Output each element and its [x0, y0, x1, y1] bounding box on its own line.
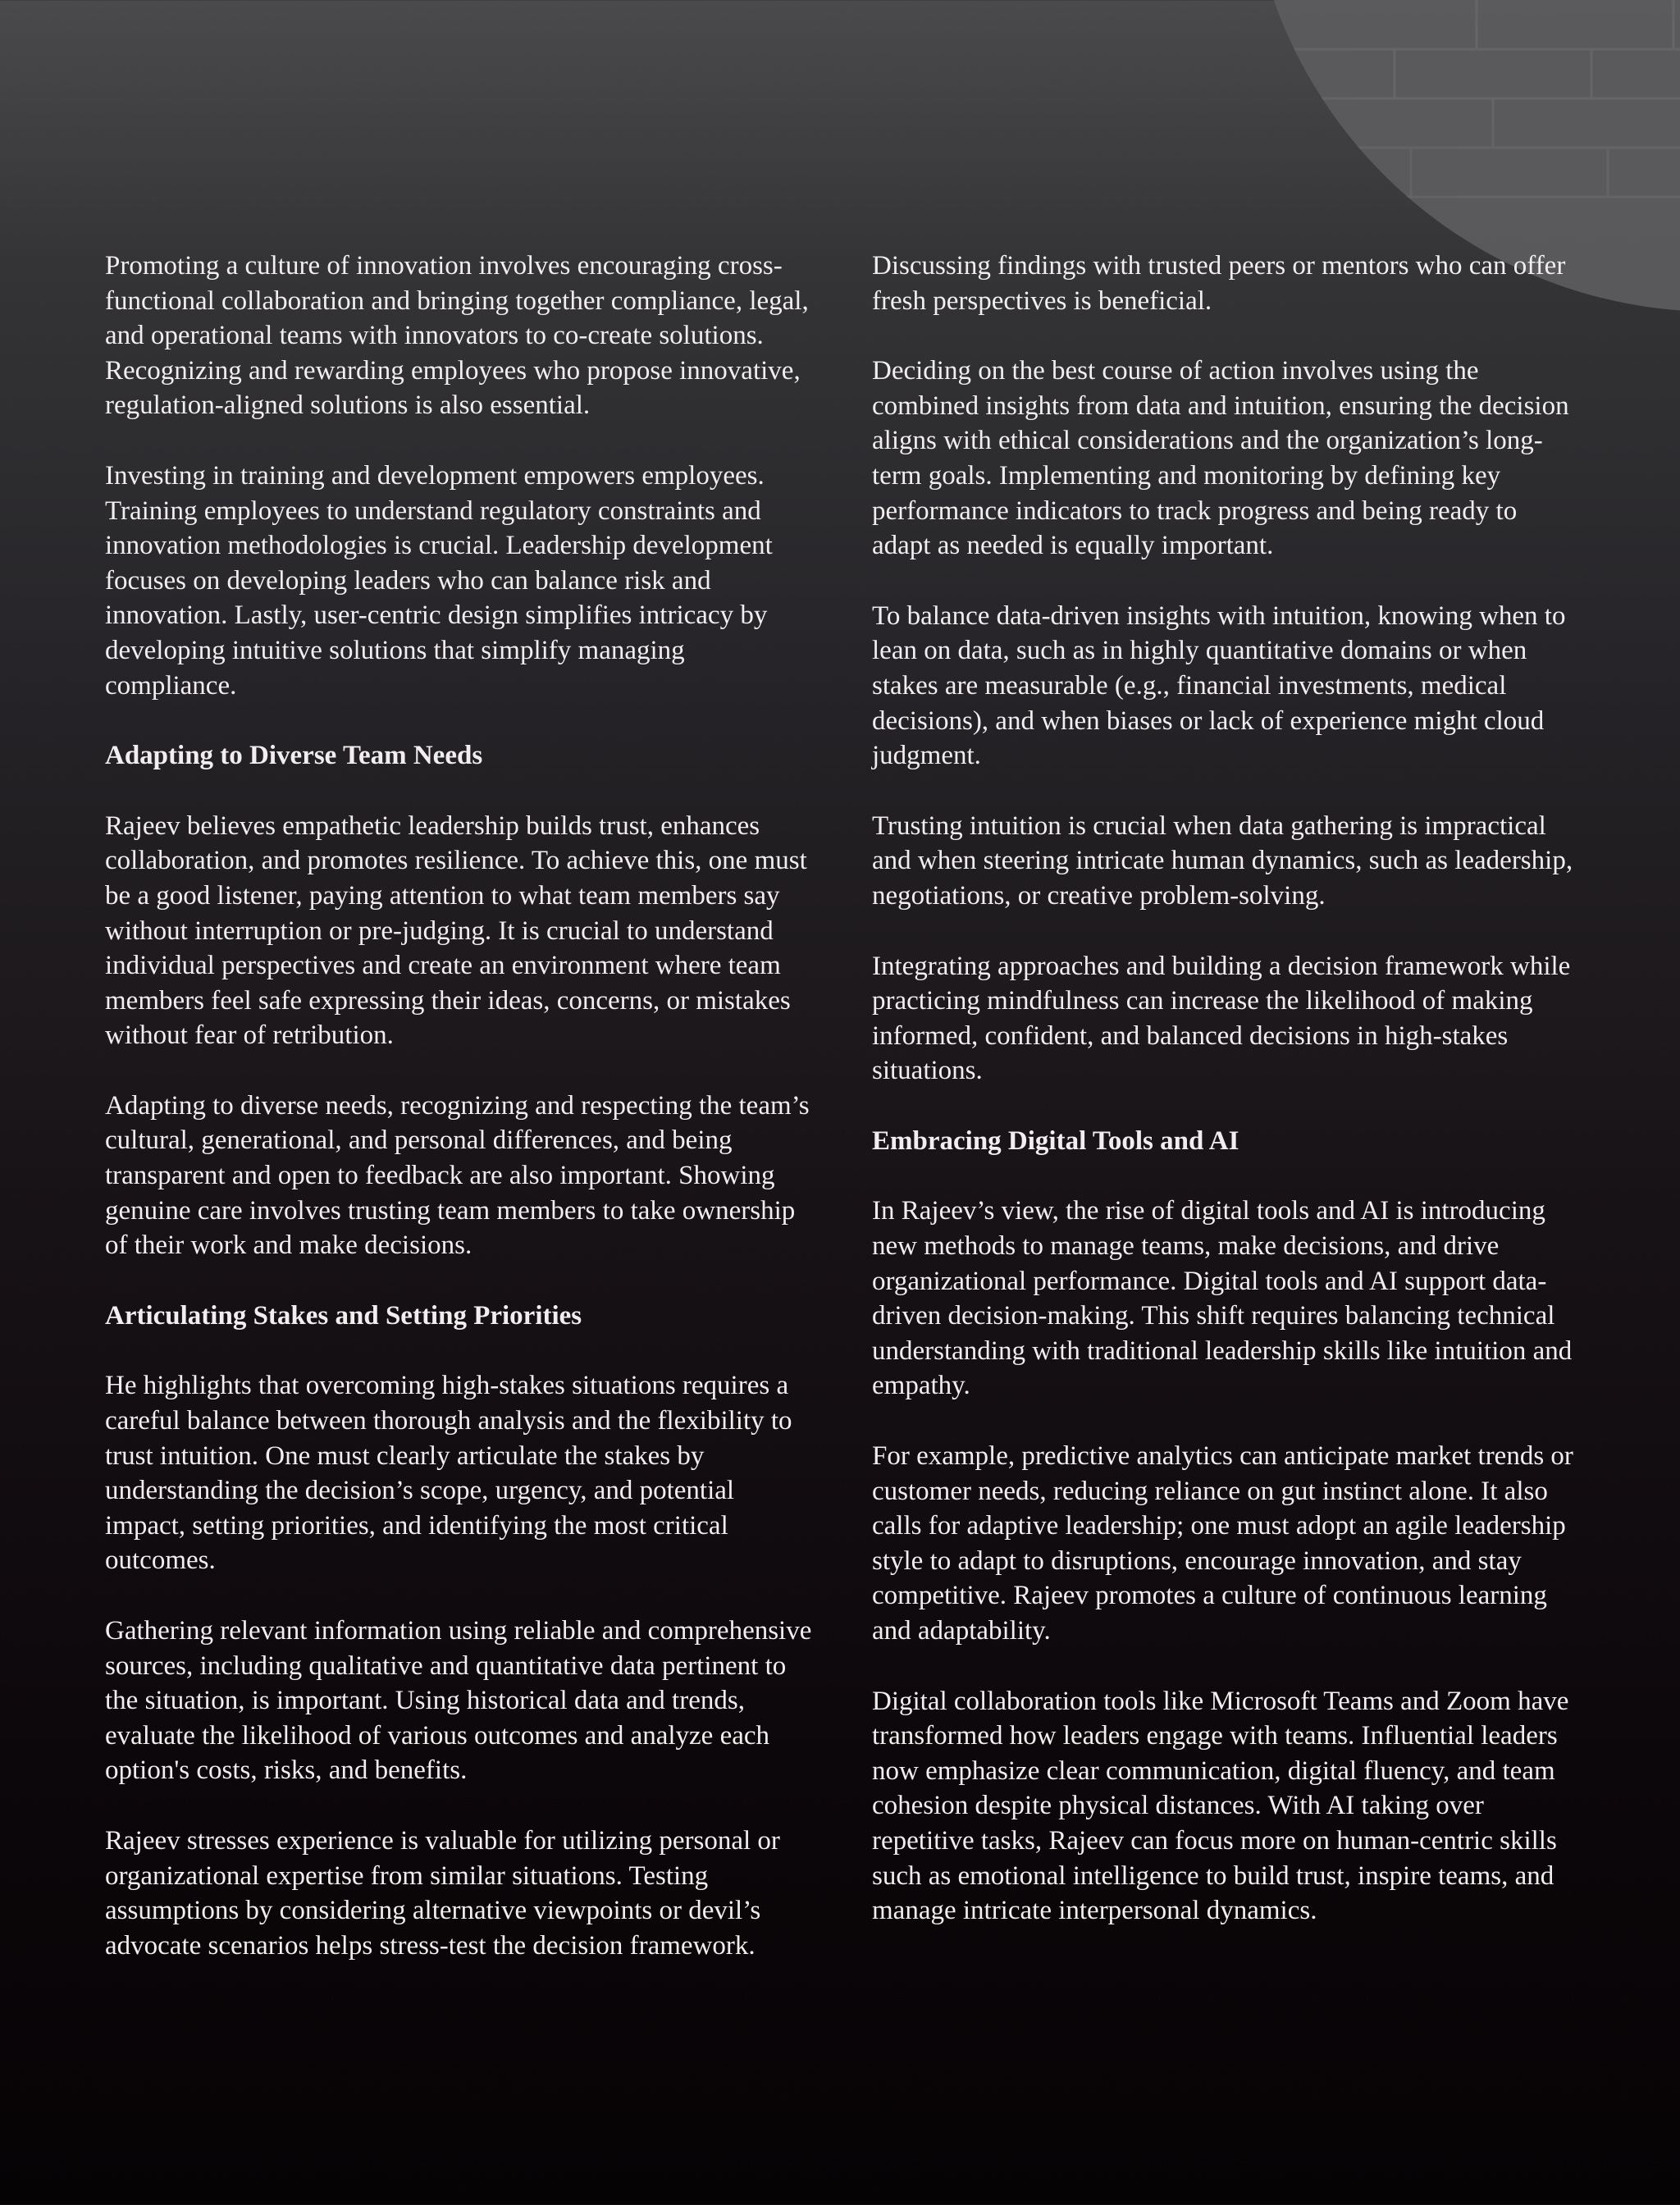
heading-diverse-team-needs: Adapting to Diverse Team Needs: [105, 741, 483, 771]
paragraph-digital-collaboration: Digital collaboration tools like Microsoft Teams and Zoom have transformed how leaders engage with teams. Influential leaders now emphasize clear communication, digital fluency, and team cohesion despite physical distances. With AI taking over repetitive tasks, Rajeev can focus more on human-centric skills such as emotional intelligence to build trust, inspire teams, and manage intricate interpersonal dynamics.: [872, 1686, 1569, 1926]
heading-digital-tools-ai: Embracing Digital Tools and AI: [872, 1125, 1239, 1156]
paragraph-adapting-diverse-needs: Adapting to diverse needs, recognizing and respecting the team’s cultural, generational, and personal differences, and being transparent and open to feedback are also important. Showing genuine care involves trusting team members to take ownership of their work and make decisions.: [105, 1090, 810, 1261]
paragraph-predictive-analytics: For example, predictive analytics can anticipate market trends or customer needs, reducing reliance on gut instinct alone. It also calls for adaptive leadership; one must adopt an agile leadership style to adapt to disruptions, encourage innovation, and stay competitive. Rajeev promotes a culture of continuous learning and adaptability.: [872, 1441, 1573, 1646]
paragraph-trusting-intuition: Trusting intuition is crucial when data gathering is impractical and when steering intricate human dynamics, such as leadership, negotiations, or creative problem-solving.: [872, 810, 1573, 911]
paragraph-innovation-culture: Promoting a culture of innovation involves encouraging cross-functional collaboration and bringing together compliance, legal, and operational teams with innovators to co-create solutions. Recognizing and rewarding employees who propose innovative, regulation-aligned solutions is also essential.: [105, 251, 809, 421]
left-column: [105, 249, 815, 1998]
paragraph-high-stakes: He highlights that overcoming high-stakes situations requires a careful balance between thorough analysis and the flexibility to trust intuition. One must clearly articulate the stakes by understanding the decision’s scope, urgency, and potential impact, setting priorities, and identifying the most critical outcomes.: [105, 1371, 792, 1576]
paragraph-balance-data-intuition: To balance data-driven insights with intuition, knowing when to lean on data, such as in highly quantitative domains or when stakes are measurable (e.g., financial investments, medical decisions), and when biases or lack of experience might cloud judgment.: [872, 600, 1566, 771]
right-column: [872, 249, 1577, 1964]
paragraph-discussing-findings: Discussing findings with trusted peers or mentors who can offer fresh perspectives is beneficial.: [872, 251, 1566, 316]
paragraph-training-development: Investing in training and development empowers employees. Training employees to understand regulatory constraints and innovation methodologies is crucial. Leadership development focuses on developing leaders who can balance risk and innovation. Lastly, user-centric design simplifies intricacy by developing intuitive solutions that simplify managing compliance.: [105, 460, 773, 701]
paragraph-experience-testing: Rajeev stresses experience is valuable for utilizing personal or organizational expertise from similar situations. Testing assumptions by considering alternative viewpoints or devil’s advocate scenarios helps stress-test the decision framework.: [105, 1825, 780, 1961]
heading-stakes-priorities: Articulating Stakes and Setting Priorities: [105, 1300, 582, 1331]
paragraph-best-course-of-action: Deciding on the best course of action involves using the combined insights from data and intuition, ensuring the decision aligns with ethical considerations and the organization’s long-term goals. Implementing and monitoring by defining key performance indicators to track progress and being ready to adapt as needed is equally important.: [872, 356, 1569, 561]
paragraph-rise-of-digital-tools: In Rajeev’s view, the rise of digital tools and AI is introducing new methods to manage teams, make decisions, and drive organizational performance. Digital tools and AI support data-driven decision-making. This shift requires balancing technical understanding with traditional leadership skills like intuition and empathy.: [872, 1196, 1573, 1401]
paragraph-gathering-information: Gathering relevant information using reliable and comprehensive sources, including qualitative and quantitative data pertinent to the situation, is important. Using historical data and trends, evaluate the likelihood of various outcomes and analyze each option's costs, risks, and benefits.: [105, 1616, 812, 1786]
paragraph-decision-framework: Integrating approaches and building a decision framework while practicing mindfulness can increase the likelihood of making informed, confident, and balanced decisions in high-stakes situations.: [872, 951, 1571, 1086]
paragraph-empathetic-leadership: Rajeev believes empathetic leadership builds trust, enhances collaboration, and promotes resilience. To achieve this, one must be a good listener, paying attention to what team members say without interruption or pre-judging. It is crucial to understand individual perspectives and create an environment where team members feel safe expressing their ideas, concerns, or mistakes without fear of retribution.: [105, 810, 807, 1051]
